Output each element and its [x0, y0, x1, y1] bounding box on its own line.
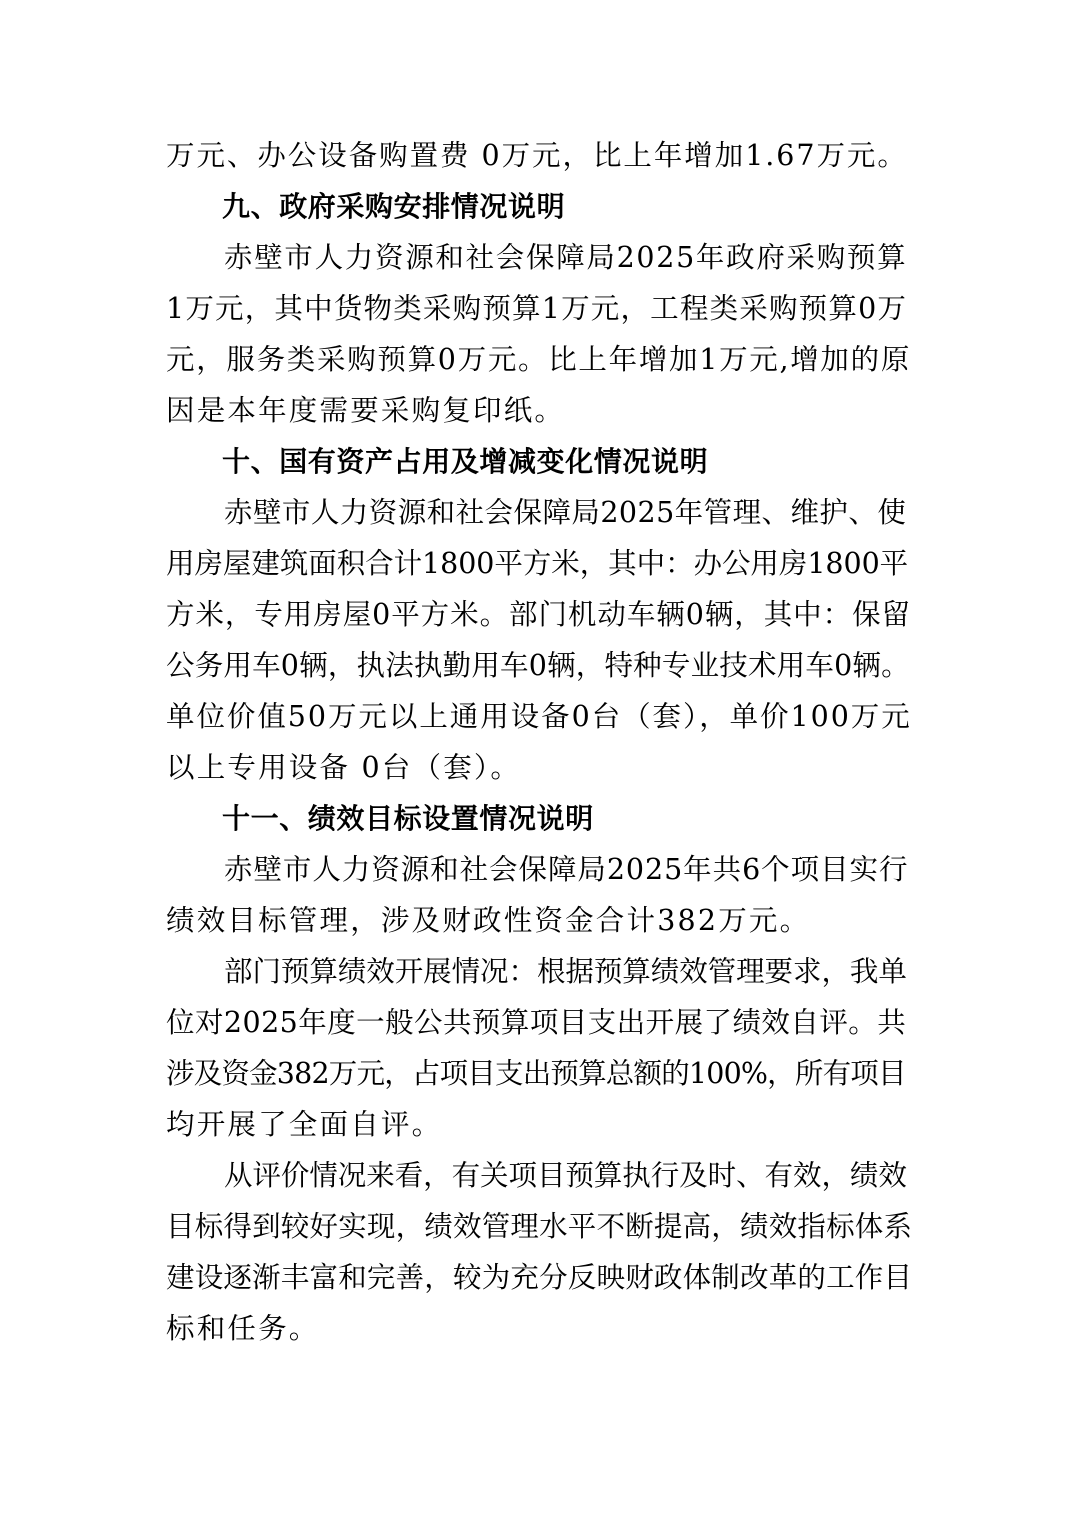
text-line: 万元、办公设备购置费 0万元，比上年增加1.67万元。 [166, 139, 908, 172]
paragraph-line: 建设逐渐丰富和完善，较为充分反映财政体制改革的工作目 [166, 1261, 913, 1294]
section-heading-state-assets: 十、国有资产占用及增减变化情况说明 [222, 445, 709, 478]
paragraph-line: 目标得到较好实现，绩效管理水平不断提高，绩效指标体系 [166, 1210, 913, 1243]
paragraph-line: 1万元，其中货物类采购预算1万元，工程类采购预算0万 [166, 292, 908, 325]
paragraph-line: 赤壁市人力资源和社会保障局2025年管理、维护、使 [224, 496, 907, 529]
paragraph-line: 标和任务。 [166, 1312, 320, 1345]
paragraph-line: 绩效目标管理，涉及财政性资金合计382万元。 [166, 904, 811, 937]
document-page [166, 130, 912, 1354]
paragraph-line: 因是本年度需要采购复印纸。 [166, 394, 566, 427]
paragraph-line: 均开展了全面自评。 [166, 1108, 443, 1141]
paragraph-line: 赤壁市人力资源和社会保障局2025年政府采购预算 [224, 241, 908, 274]
paragraph-line: 位对2025年度一般公共预算项目支出开展了绩效自评。共 [166, 1006, 907, 1039]
paragraph-line: 单位价值50万元以上通用设备0台（套），单价100万元 [166, 700, 912, 733]
paragraph-line: 用房屋建筑面积合计1800平方米，其中：办公用房1800平 [166, 547, 909, 580]
paragraph-line: 元，服务类采购预算0万元。比上年增加1万元,增加的原 [166, 343, 912, 376]
section-heading-procurement: 九、政府采购安排情况说明 [222, 190, 566, 223]
paragraph-line: 以上专用设备 0台（套）。 [166, 751, 522, 784]
paragraph-line: 涉及资金382万元，占项目支出预算总额的100%，所有项目 [166, 1057, 906, 1090]
paragraph-line: 从评价情况来看，有关项目预算执行及时、有效，绩效 [224, 1159, 907, 1192]
section-heading-performance: 十一、绩效目标设置情况说明 [222, 802, 594, 835]
paragraph-line: 部门预算绩效开展情况：根据预算绩效管理要求，我单 [224, 955, 907, 988]
paragraph-line: 方米，专用房屋0平方米。部门机动车辆0辆，其中：保留 [166, 598, 911, 631]
paragraph-line: 公务用车0辆，执法执勤用车0辆，特种专业技术用车0辆。 [166, 649, 910, 682]
paragraph-line: 赤壁市人力资源和社会保障局2025年共6个项目实行 [224, 853, 909, 886]
